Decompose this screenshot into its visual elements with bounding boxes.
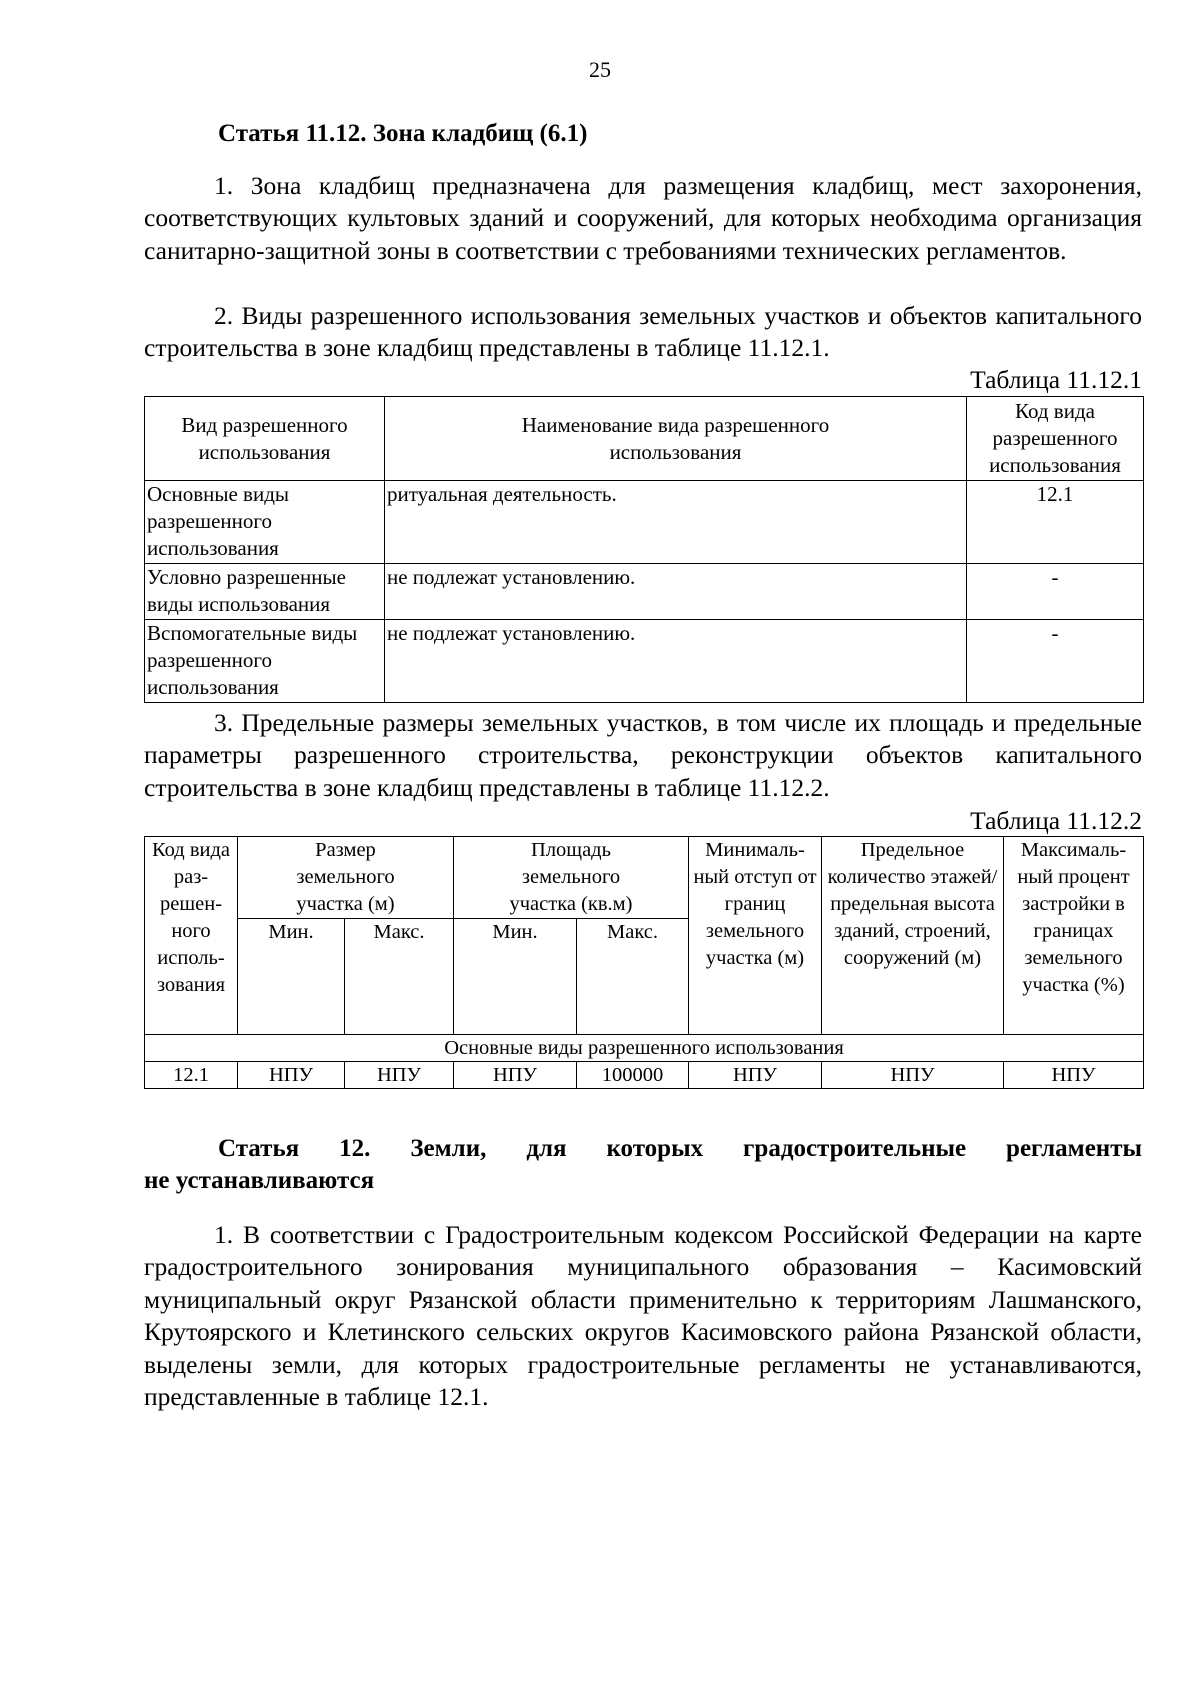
cell-size-min: НПУ	[238, 1062, 345, 1089]
paragraph-limit-sizes: 3. Предельные размеры земельных участков, в том числе их площадь и предельные параметры разрешенного строительства, реконструкции объектов капитального строительства в зоне кладбищ представлены в таблице 11.12.2.	[144, 708, 1142, 802]
header-plot-area: Площадь земельного участка (кв.м)	[454, 837, 689, 919]
row-kind-cell: Условно разрешенные виды использования	[145, 564, 385, 620]
header-size-min: Мин.	[238, 919, 345, 1035]
row-kind-cell: Основные виды разрешенного использования	[145, 481, 385, 564]
paragraph-zone-purpose: 1. Зона кладбищ предназначена для размещения кладбищ, мест захоронения, соответствующих культовых зданий и сооружений, для которых необходима организация санитарно-защитной зоны в соответствии с требованиями технических регламентов.	[144, 171, 1142, 265]
cell-floors: НПУ	[822, 1062, 1004, 1089]
cell-area-max: 100000	[577, 1062, 689, 1089]
table-section-row	[145, 1035, 1144, 1062]
header-usage-name: Наименование вида разрешенного использования	[385, 397, 967, 481]
table-row	[145, 1062, 1144, 1089]
row-code-cell: 12.1	[967, 481, 1144, 564]
header-plot-size: Размер земельного участка (м)	[238, 837, 454, 919]
header-floors-height: Предельное количество этажей/ предельная высота зданий, строений, сооружений (м)	[822, 837, 1004, 1035]
table-11-12-2-caption: Таблица 11.12.2	[970, 806, 1142, 835]
paragraph-usage-types: 2. Виды разрешенного использования земельных участков и объектов капитального строительства в зоне кладбищ представлены в таблице 11.12.1.	[144, 301, 1142, 363]
article-12-heading-line2: не устанавливаются	[144, 1167, 375, 1194]
header-area-min: Мин.	[454, 919, 577, 1035]
section-label: Основные виды разрешенного использования	[145, 1035, 1144, 1062]
article-11-12-heading: Статья 11.12. Зона кладбищ (6.1)	[218, 120, 588, 147]
limit-parameters-table	[144, 836, 1144, 1089]
row-name-cell: ритуальная деятельность.	[385, 481, 967, 564]
cell-area-min: НПУ	[454, 1062, 577, 1089]
cell-setback: НПУ	[689, 1062, 822, 1089]
page-number: 25	[589, 57, 611, 82]
header-code: Код вида раз-решен-ного исполь-зования	[145, 837, 238, 1035]
row-kind-cell: Вспомогательные виды разрешенного использования	[145, 620, 385, 703]
table-row	[145, 620, 1144, 703]
row-name-cell: не подлежат установлению.	[385, 564, 967, 620]
article-12-heading-line1: Статья 12. Земли, для которых градостроительные регламенты	[218, 1135, 1142, 1162]
header-max-coverage: Максималь-ный процент застройки в границах земельного участка (%)	[1004, 837, 1144, 1035]
table-row	[145, 481, 1144, 564]
header-size-max: Макс.	[345, 919, 454, 1035]
row-code-cell: -	[967, 564, 1144, 620]
header-area-max: Макс.	[577, 919, 689, 1035]
header-usage-kind: Вид разрешенного использования	[145, 397, 385, 481]
row-name-cell: не подлежат установлению.	[385, 620, 967, 703]
paragraph-lands-without-regulations: 1. В соответствии с Градостроительным кодексом Российской Федерации на карте градостроительного зонирования муниципального образования – Касимовский муниципальный округ Рязанской области применительно к территориям Лашманского, Крутоярского и Клетинского сельских округов Касимовского района Рязанской области, выделены земли, для которых градостроительные регламенты не устанавливаются, представленные в таблице 12.1.	[144, 1220, 1142, 1412]
row-code-cell: -	[967, 620, 1144, 703]
header-min-setback: Минималь-ный отступ от границ земельного участка (м)	[689, 837, 822, 1035]
cell-coverage: НПУ	[1004, 1062, 1144, 1089]
cell-code: 12.1	[145, 1062, 238, 1089]
table-header-row	[145, 397, 1144, 481]
header-usage-code: Код вида разрешенного использования	[967, 397, 1144, 481]
usage-types-table	[144, 396, 1144, 703]
table-11-12-1-caption: Таблица 11.12.1	[970, 365, 1142, 394]
table-row	[145, 564, 1144, 620]
table-header-row	[145, 837, 1144, 919]
cell-size-max: НПУ	[345, 1062, 454, 1089]
